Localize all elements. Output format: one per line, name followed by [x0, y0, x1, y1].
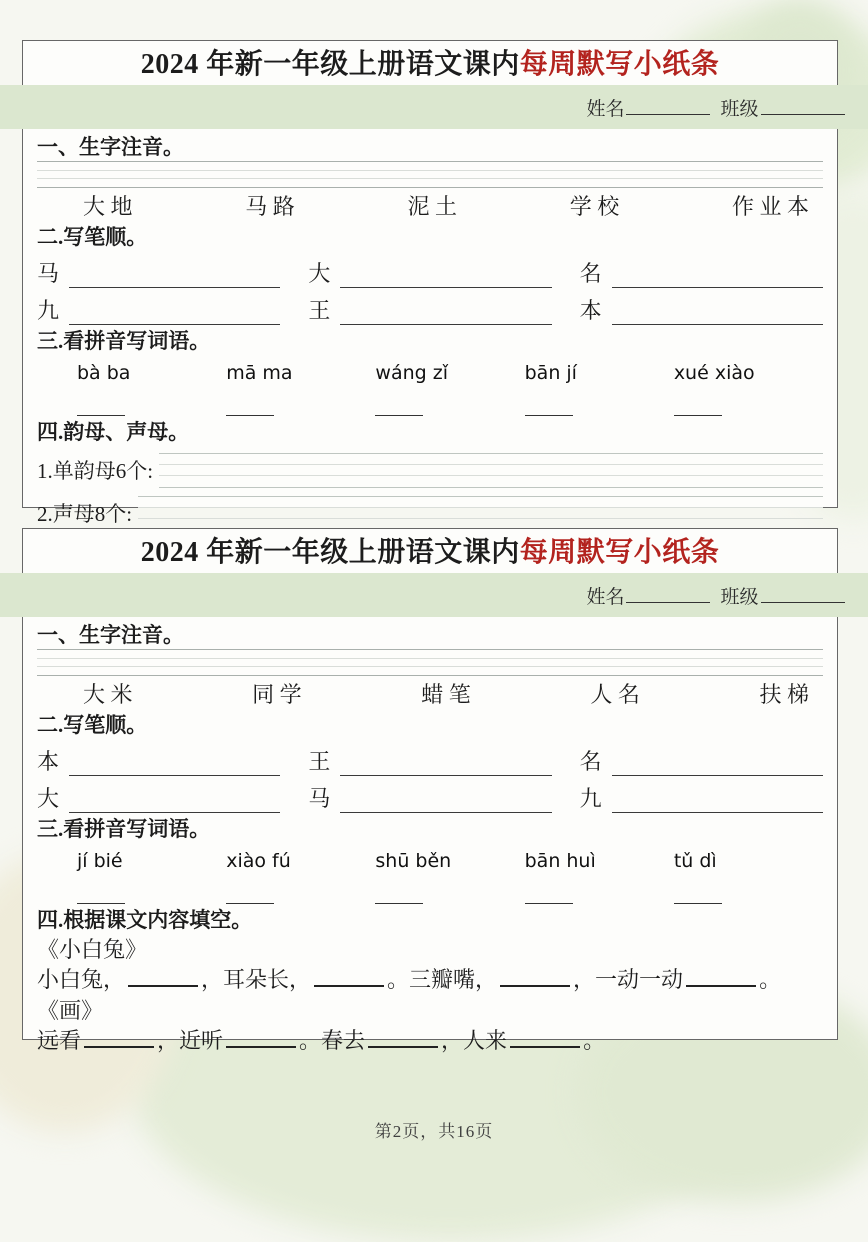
- stroke-order-row: [37, 297, 823, 325]
- answer-blank-row: [37, 895, 823, 904]
- write-line: [69, 262, 280, 288]
- word-item: 马 路: [245, 194, 295, 219]
- character: 本: [579, 298, 602, 323]
- poem-text: ，人来: [441, 1028, 508, 1053]
- name-class-bar: [0, 85, 868, 129]
- answer-blank-line: [525, 407, 573, 416]
- write-line: [69, 787, 280, 813]
- answer-blank-cell: [226, 407, 375, 416]
- answer-blank-row: [37, 407, 823, 416]
- character: 名: [579, 749, 602, 774]
- initial-label: 2.声母8个:: [37, 502, 133, 526]
- section2-heading: 二.写笔顺。: [37, 713, 148, 737]
- stroke-order-row: [37, 260, 823, 288]
- stroke-order-row: [37, 748, 823, 776]
- write-line: [612, 750, 823, 776]
- pinyin-item: xiào fú: [226, 850, 291, 872]
- page-footer: 第2页，共16页: [374, 1122, 494, 1141]
- card-content: [23, 617, 837, 1056]
- pinyin-four-line-grid: [159, 453, 823, 489]
- poem-text: 远看: [37, 1028, 82, 1053]
- write-line: [612, 787, 823, 813]
- word-item: 人 名: [590, 682, 640, 707]
- fill-blank-line: [368, 1030, 438, 1048]
- word-item: 同 学: [252, 682, 302, 707]
- character: 名: [579, 261, 602, 286]
- pinyin-item: wáng zǐ: [375, 362, 448, 384]
- answer-blank-line: [77, 895, 125, 904]
- poem-title: 《画》: [37, 998, 104, 1023]
- pinyin-four-line-grid: [37, 649, 823, 677]
- poem-title: 《小白兔》: [37, 937, 148, 962]
- word-item: 泥 土: [407, 194, 457, 219]
- pinyin-item: tǔ dì: [673, 850, 717, 872]
- character: 王: [308, 298, 331, 323]
- section1-word-list: [37, 189, 823, 221]
- word-item: 大 米: [83, 682, 133, 707]
- poem-fill-line: [37, 1026, 823, 1056]
- fill-blank-line: [510, 1030, 580, 1048]
- write-line: [340, 262, 551, 288]
- answer-blank-line: [375, 895, 423, 904]
- character: 本: [37, 749, 60, 774]
- pinyin-item: xué xiào: [673, 362, 755, 384]
- name-blank-line: [626, 587, 710, 603]
- answer-blank-line: [226, 895, 274, 904]
- stroke-order-item: [308, 260, 551, 288]
- character: 王: [308, 749, 331, 774]
- stroke-order-item: [37, 785, 280, 813]
- stroke-order-item: [308, 748, 551, 776]
- answer-blank-line: [375, 407, 423, 416]
- answer-blank-cell: [375, 895, 524, 904]
- fill-blank-line: [128, 969, 198, 987]
- answer-blank-cell: [226, 895, 375, 904]
- fill-blank-line: [686, 969, 756, 987]
- poem-text: ，耳朵长，: [201, 967, 312, 992]
- pinyin-item: mā ma: [226, 362, 293, 384]
- section1-word-list: [37, 677, 823, 709]
- name-label: 姓名: [586, 98, 625, 120]
- poem-text: 。: [759, 967, 782, 992]
- pinyin-item: jí bié: [77, 850, 123, 872]
- fill-blank-line: [84, 1030, 154, 1048]
- word-item: 扶 梯: [759, 682, 809, 707]
- stroke-order-item: [37, 748, 280, 776]
- section4-heading: 四.韵母、声母。: [37, 420, 190, 444]
- card-content: [23, 129, 837, 532]
- worksheet-title-red: 每周默写小纸条: [519, 537, 720, 568]
- answer-blank-cell: [674, 407, 823, 416]
- stroke-order-item: [580, 260, 823, 288]
- worksheet-title-black: 2024 年新一年级上册语文课内: [140, 49, 520, 80]
- worksheet-title: [23, 529, 837, 573]
- character: 九: [37, 298, 60, 323]
- pinyin-four-line-grid: [37, 161, 823, 189]
- name-label: 姓名: [586, 586, 625, 608]
- write-line: [69, 750, 280, 776]
- pinyin-four-line-grid: [138, 496, 823, 532]
- pinyin-item: bān huì: [524, 850, 596, 872]
- word-item: 蜡 笔: [421, 682, 471, 707]
- word-item: 学 校: [569, 194, 620, 219]
- pinyin-item: shū běn: [375, 850, 452, 872]
- pinyin-item: bà ba: [77, 362, 131, 384]
- pinyin-word-row: [37, 849, 823, 873]
- answer-blank-line: [674, 895, 722, 904]
- section3-heading: 三.看拼音写词语。: [37, 329, 211, 353]
- initial-row: [37, 496, 823, 532]
- class-blank-line: [761, 99, 845, 115]
- stroke-order-item: [37, 297, 280, 325]
- section2-heading: 二.写笔顺。: [37, 225, 148, 249]
- class-label: 班级: [720, 98, 759, 120]
- answer-blank-cell: [525, 407, 674, 416]
- write-line: [340, 750, 551, 776]
- answer-blank-cell: [525, 895, 674, 904]
- character: 九: [579, 786, 602, 811]
- worksheet-card-2: [22, 528, 838, 1053]
- vowel-row: [37, 453, 823, 489]
- character: 马: [308, 786, 331, 811]
- answer-blank-line: [674, 407, 722, 416]
- class-label: 班级: [720, 586, 759, 608]
- write-line: [612, 299, 823, 325]
- poem-text: 。春去: [299, 1028, 366, 1053]
- poem-text: ，一动一动: [573, 967, 684, 992]
- fill-blank-line: [226, 1030, 296, 1048]
- stroke-order-row: [37, 785, 823, 813]
- poem-text: 小白兔，: [37, 967, 126, 992]
- write-line: [340, 787, 551, 813]
- stroke-order-item: [580, 785, 823, 813]
- stroke-order-item: [308, 785, 551, 813]
- vowel-label: 1.单韵母6个:: [37, 459, 154, 483]
- poem-fill-line: [37, 965, 823, 995]
- name-blank-line: [626, 99, 710, 115]
- stroke-order-item: [37, 260, 280, 288]
- section1-heading: 一、生字注音。: [37, 623, 184, 647]
- fill-blank-line: [314, 969, 384, 987]
- stroke-order-item: [580, 748, 823, 776]
- worksheet-card-1: [22, 40, 838, 526]
- write-line: [612, 262, 823, 288]
- poem-text: ，近听: [157, 1028, 224, 1053]
- pinyin-word-row: [37, 361, 823, 385]
- answer-blank-line: [77, 407, 125, 416]
- fill-blank-line: [500, 969, 570, 987]
- character: 马: [37, 261, 60, 286]
- stroke-order-item: [580, 297, 823, 325]
- word-item: 大 地: [83, 194, 133, 219]
- worksheet-title-red: 每周默写小纸条: [519, 49, 720, 80]
- write-line: [340, 299, 551, 325]
- section1-heading: 一、生字注音。: [37, 135, 184, 159]
- write-line: [69, 299, 280, 325]
- answer-blank-line: [525, 895, 573, 904]
- poem-text: 。三瓣嘴，: [387, 967, 498, 992]
- word-item: 作 业 本: [731, 194, 809, 219]
- class-blank-line: [761, 587, 845, 603]
- answer-blank-cell: [674, 895, 823, 904]
- worksheet-title-black: 2024 年新一年级上册语文课内: [140, 537, 520, 568]
- worksheet-title: [23, 41, 837, 85]
- character: 大: [37, 786, 60, 811]
- answer-blank-cell: [375, 407, 524, 416]
- answer-blank-cell: [77, 407, 226, 416]
- section4-heading: 四.根据课文内容填空。: [37, 908, 253, 932]
- name-class-bar: [0, 573, 868, 617]
- poem-text: 。: [583, 1028, 606, 1053]
- stroke-order-item: [308, 297, 551, 325]
- section3-heading: 三.看拼音写词语。: [37, 817, 211, 841]
- answer-blank-line: [226, 407, 274, 416]
- character: 大: [308, 261, 331, 286]
- answer-blank-cell: [77, 895, 226, 904]
- pinyin-item: bān jí: [524, 362, 577, 384]
